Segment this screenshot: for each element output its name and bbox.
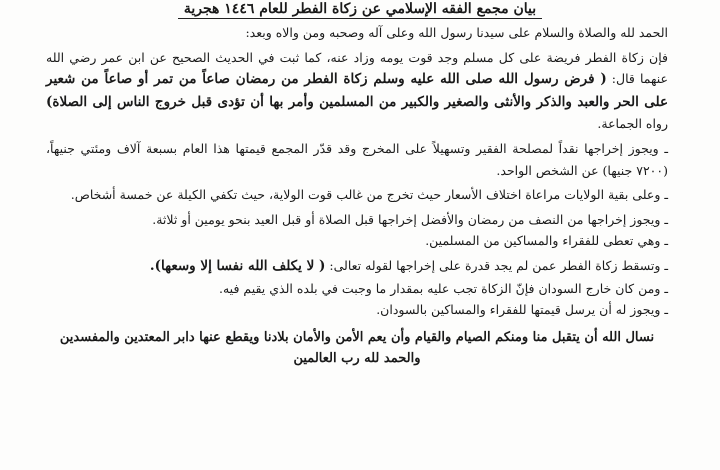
closing-praise: والحمد لله رب العالمين (293, 351, 421, 367)
list-item: ـ ومن كان خارج السودان فإنّ الزكاة تجب عليه بمقدار ما وجبت في بلده الذي يقيم فيه. (219, 280, 668, 296)
hadith-text: ( فرض رسول الله صلى الله عليه وسلم زكاة الفطر من رمضان صاعاً من تمر أو صاعاً من شعير على الحر والعبد والذكر والأنثى والصغير والكبير من المسلمين وأمر بها أن تؤدى قبل خروج الناس إلى الصلاة) (46, 71, 668, 110)
intro-paragraph: الحمد لله والصلاة والسلام على سيدنا رسول الله وعلى آله وصحبه ومن والاه وبعد: (245, 25, 668, 40)
quran-paragraph (46, 255, 668, 278)
hadith-source: رواه الجماعة. (597, 116, 668, 132)
list-item: ـ وعلى بقية الولايات مراعاة اختلاف الأسعار حيث تخرج من غالب قوت الولاية، حيث تكفي الكيلة عن خمسة أشخاص. (70, 187, 668, 203)
quran-verse: ( لا يكلف الله نفسا إلا وسعها). (149, 257, 326, 274)
list-item: ـ ويجوز إخراجها من النصف من رمضان والأفضل إخراجها قبل الصلاة أو قبل العيد بنحو يومين أو ثلاثة. (152, 211, 668, 227)
list-item: ـ ويجوز له أن يرسل قيمتها للفقراء والمساكين بالسودان. (376, 302, 668, 318)
closing-prayer: نسال الله أن يتقبل منا ومنكم الصيام والقيام وأن يعم الأمن والأمان بلادنا ويقطع عنها دابر المعتدين والمفسدين (59, 329, 655, 345)
list-item: ـ وهي تعطى للفقراء والمساكين من المسلمين. (425, 233, 668, 249)
hadith-lead: فإن زكاة الفطر فريضة على كل مسلم وجد قوت يومه وزاد عنه، كما ثبت في الحديث الصحيح عن ابن عمر رضي الله عنهما قال: (46, 49, 668, 87)
list-item: ـ ويجوز إخراجها نقداً لمصلحة الفقير وتسهيلاً على المخرج وقد قدّر المجمع قيمتها هذا العام بسبعة آلاف ومئتي جنيهاً، (٧٢٠٠ جنيها) عن الشخص الواحد. (46, 140, 668, 178)
hadith-paragraph (46, 47, 668, 135)
document-title: بيان مجمع الفقه الإسلامي عن زكاة الفطر للعام ١٤٤٦ هجرية (0, 0, 720, 18)
document-body (46, 22, 668, 370)
quran-lead: ـ وتسقط زكاة الفطر عمن لم يجد قدرة على إخراجها لقوله تعالى: (329, 257, 668, 273)
